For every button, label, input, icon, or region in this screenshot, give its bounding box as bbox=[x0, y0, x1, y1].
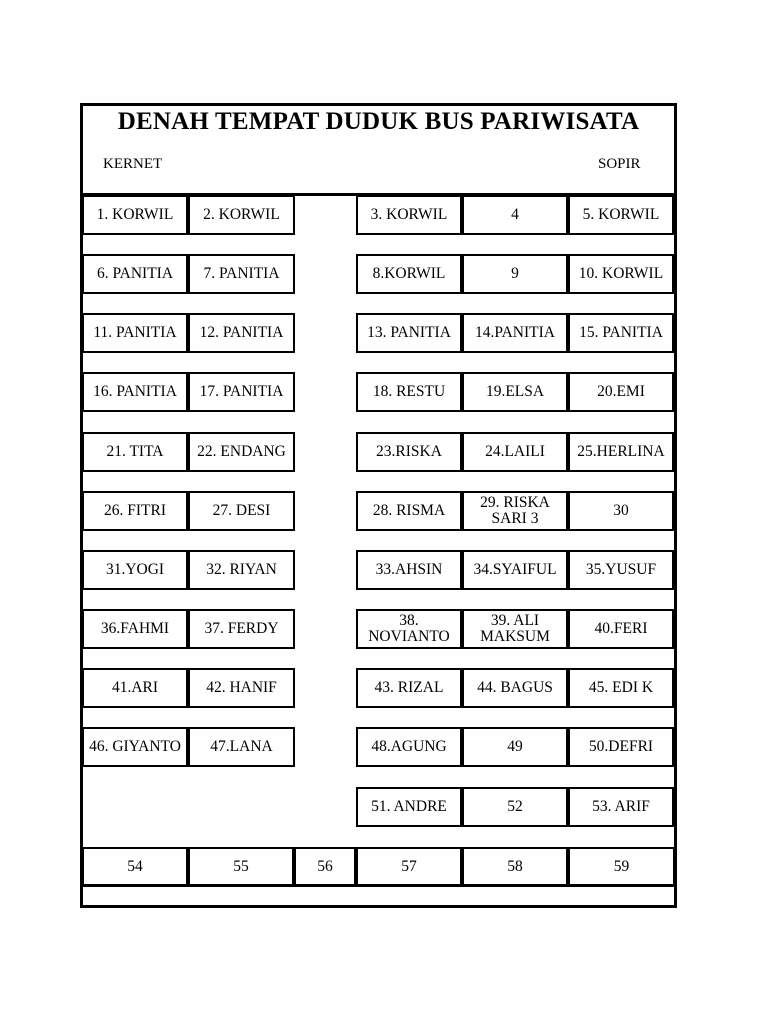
seat[interactable]: 26. FITRI bbox=[82, 491, 188, 531]
seat[interactable]: 46. GIYANTO bbox=[82, 727, 188, 767]
seat[interactable]: 10. KORWIL bbox=[568, 254, 674, 294]
seat[interactable]: 34.SYAIFUL bbox=[462, 550, 568, 590]
seat[interactable]: 9 bbox=[462, 254, 568, 294]
seat[interactable]: 15. PANITIA bbox=[568, 313, 674, 353]
seat[interactable]: 47.LANA bbox=[188, 727, 295, 767]
kernet-label: KERNET bbox=[103, 156, 163, 172]
seat[interactable]: 48.AGUNG bbox=[356, 727, 462, 767]
seat[interactable]: 12. PANITIA bbox=[188, 313, 295, 353]
sopir-label: SOPIR bbox=[598, 156, 641, 172]
back-row-seat[interactable]: 56 bbox=[294, 847, 356, 887]
seat[interactable]: 25.HERLINA bbox=[568, 432, 674, 472]
seat[interactable]: 53. ARIF bbox=[568, 787, 674, 827]
seat[interactable]: 37. FERDY bbox=[188, 609, 295, 649]
seat[interactable]: 23.RISKA bbox=[356, 432, 462, 472]
page-title: DENAH TEMPAT DUDUK BUS PARIWISATA bbox=[117, 108, 640, 135]
seat[interactable]: 30 bbox=[568, 491, 674, 531]
seat[interactable]: 3. KORWIL bbox=[356, 195, 462, 235]
seat[interactable]: 43. RIZAL bbox=[356, 668, 462, 708]
seat[interactable]: 52 bbox=[462, 787, 568, 827]
seat[interactable]: 33.AHSIN bbox=[356, 550, 462, 590]
seat[interactable]: 14.PANITIA bbox=[462, 313, 568, 353]
seat[interactable]: 22. ENDANG bbox=[188, 432, 295, 472]
seat[interactable]: 20.EMI bbox=[568, 372, 674, 412]
back-row-divider bbox=[80, 884, 677, 887]
seat[interactable]: 1. KORWIL bbox=[82, 195, 188, 235]
back-row-seat[interactable]: 55 bbox=[188, 847, 294, 887]
seat[interactable]: 40.FERI bbox=[568, 609, 674, 649]
seat[interactable]: 44. BAGUS bbox=[462, 668, 568, 708]
seat[interactable]: 19.ELSA bbox=[462, 372, 568, 412]
seat[interactable]: 16. PANITIA bbox=[82, 372, 188, 412]
seat[interactable]: 2. KORWIL bbox=[188, 195, 295, 235]
seat[interactable]: 4 bbox=[462, 195, 568, 235]
seat[interactable]: 24.LAILI bbox=[462, 432, 568, 472]
seat[interactable]: 51. ANDRE bbox=[356, 787, 462, 827]
seat[interactable]: 32. RIYAN bbox=[188, 550, 295, 590]
seat[interactable]: 13. PANITIA bbox=[356, 313, 462, 353]
seat[interactable]: 21. TITA bbox=[82, 432, 188, 472]
seat[interactable]: 6. PANITIA bbox=[82, 254, 188, 294]
seat[interactable]: 38. NOVIANTO bbox=[356, 609, 462, 649]
seat[interactable]: 11. PANITIA bbox=[82, 313, 188, 353]
seat[interactable]: 17. PANITIA bbox=[188, 372, 295, 412]
seat[interactable]: 41.ARI bbox=[82, 668, 188, 708]
seat[interactable]: 29. RISKA SARI 3 bbox=[462, 491, 568, 531]
seat[interactable]: 7. PANITIA bbox=[188, 254, 295, 294]
seat[interactable]: 31.YOGI bbox=[82, 550, 188, 590]
back-row-seat[interactable]: 59 bbox=[568, 847, 675, 887]
seat[interactable]: 35.YUSUF bbox=[568, 550, 674, 590]
back-row-seat[interactable]: 57 bbox=[356, 847, 462, 887]
seat[interactable]: 49 bbox=[462, 727, 568, 767]
seat[interactable]: 8.KORWIL bbox=[356, 254, 462, 294]
seat[interactable]: 28. RISMA bbox=[356, 491, 462, 531]
seat[interactable]: 5. KORWIL bbox=[568, 195, 674, 235]
seat[interactable]: 27. DESI bbox=[188, 491, 295, 531]
back-row-seat[interactable]: 54 bbox=[82, 847, 188, 887]
seat[interactable]: 39. ALI MAKSUM bbox=[462, 609, 568, 649]
seat[interactable]: 42. HANIF bbox=[188, 668, 295, 708]
back-row-seat[interactable]: 58 bbox=[462, 847, 568, 887]
seat[interactable]: 50.DEFRI bbox=[568, 727, 674, 767]
seat[interactable]: 18. RESTU bbox=[356, 372, 462, 412]
seat[interactable]: 36.FAHMI bbox=[82, 609, 188, 649]
seat[interactable]: 45. EDI K bbox=[568, 668, 674, 708]
